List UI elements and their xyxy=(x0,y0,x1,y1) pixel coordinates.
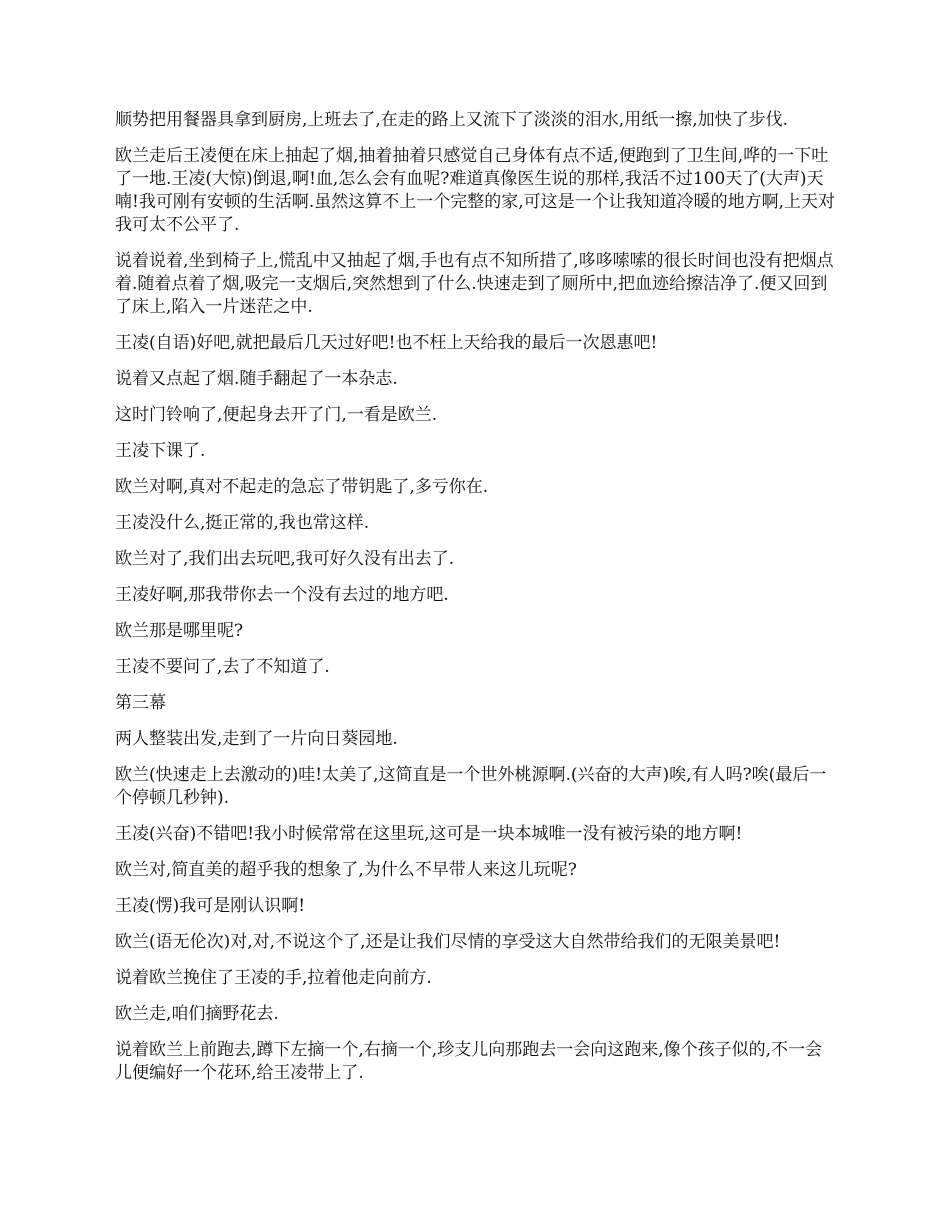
paragraph: 欧兰对啊,真对不起走的急忘了带钥匙了,多亏你在. xyxy=(115,477,489,497)
paragraph: 说着欧兰挽住了王凌的手,拉着他走向前方. xyxy=(115,968,432,988)
paragraph: 欧兰那是哪里呢? xyxy=(115,621,244,641)
paragraph: 说着说着,坐到椅子上,慌乱中又抽起了烟,手也有点不知所措了,哆哆嗦嗦的很长时间也没有把烟点着.随着点着了烟,吸完一支烟后,突然想到了什么.快速走到了厕所中,把血迹给擦洁净了.便又回到了床上,陷入一片迷茫之中. xyxy=(115,251,834,317)
paragraph: 两人整装出发,走到了一片向日葵园地. xyxy=(115,729,398,749)
paragraph: 王凌没什么,挺正常的,我也常这样. xyxy=(115,513,370,533)
paragraph: 说着又点起了烟.随手翻起了一本杂志. xyxy=(115,369,398,389)
paragraph: 顺势把用餐器具拿到厨房,上班去了,在走的路上又流下了淡淡的泪水,用纸一擦,加快了步伐. xyxy=(115,110,789,130)
paragraph: 王凌(兴奋)不错吧!我小时候常常在这里玩,这可是一块本城唯一没有被污染的地方啊! xyxy=(115,824,743,844)
paragraph: 说着欧兰上前跑去,蹲下左摘一个,右摘一个,珍支儿向那跑去一会向这跑来,像个孩子似的,不一会儿便编好一个花环,给王凌带上了. xyxy=(115,1040,823,1083)
paragraph: 王凌下课了. xyxy=(115,441,206,461)
document-body xyxy=(115,109,837,1098)
paragraph: 王凌不要问了,去了不知道了. xyxy=(115,657,330,677)
paragraph: 欧兰对了,我们出去玩吧,我可好久没有出去了. xyxy=(115,549,455,569)
paragraph: 这时门铃响了,便起身去开了门,一看是欧兰. xyxy=(115,405,438,425)
section-heading: 第三幕 xyxy=(115,693,166,713)
paragraph: 欧兰走后王凌便在床上抽起了烟,抽着抽着只感觉自己身体有点不适,便跑到了卫生间,哗的一下吐了一地.王凌(大惊)倒退,啊!血,怎么会有血呢?难道真像医生说的那样,我活不过100天了(大声)天喃!我可刚有安顿的生活啊.虽然这算不上一个完整的家,可这是一个让我知道冷暖的地方啊,上天对我可太不公平了. xyxy=(115,146,836,235)
paragraph: 王凌(自语)好吧,就把最后几天过好吧!也不枉上天给我的最后一次恩惠吧! xyxy=(115,333,658,353)
paragraph: 王凌好啊,那我带你去一个没有去过的地方吧. xyxy=(115,585,449,605)
paragraph: 欧兰(语无伦次)对,对,不说这个了,还是让我们尽情的享受这大自然带给我们的无限美景吧! xyxy=(115,932,781,952)
paragraph: 王凌(愣)我可是刚认识啊! xyxy=(115,896,306,916)
paragraph: 欧兰(快速走上去激动的)哇!太美了,这简直是一个世外桃源啊.(兴奋的大声)唉,有人吗?唉(最后一个停顿几秒钟). xyxy=(115,765,827,808)
paragraph: 欧兰对,简直美的超乎我的想象了,为什么不早带人来这儿玩呢? xyxy=(115,860,577,880)
paragraph: 欧兰走,咱们摘野花去. xyxy=(115,1004,279,1024)
